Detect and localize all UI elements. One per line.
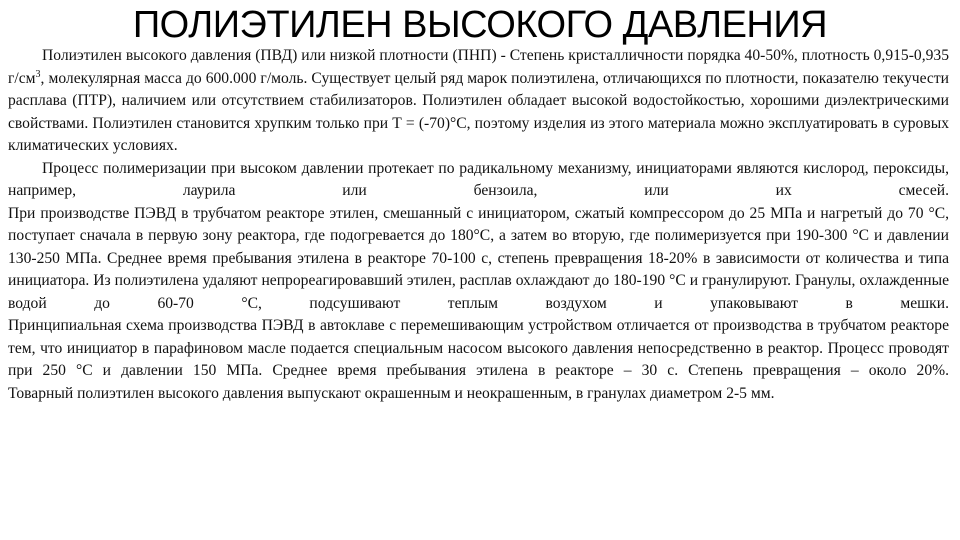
paragraph-polymerization: Процесс полимеризации при высоком давлении протекает по радикальному механизму, инициаторами являются кислород, пероксиды, например, лаурила или бензоила, или их смесей. (8, 159, 949, 199)
properties-text-end: , молекулярная масса до 600.000 г/моль. Существует целый ряд марок полиэтилена, отличающихся по плотности, показателю текучести расплава (ПТР), наличием или отсутствием стабилизаторов. Полиэтилен обладает высокой водостойкостью, хорошими диэлектрическими свойствами. Полиэтилен становится хрупким только при Т = (-70)°С, поэтому изделия из этого материала можно эксплуатировать в суровых климатических условиях. (8, 69, 949, 154)
paragraph-properties (8, 45, 949, 158)
superscript-3: 3 (35, 68, 41, 80)
paragraph-autoclave: Принципиальная схема производства ПЭВД в автоклаве с перемешивающим устройством отличается от производства в трубчатом реакторе тем, что инициатор в парафиновом масле подается специальным насосом высокого давления непосредственно в реактор. Процесс проводят при 250 °С и давлении 150 МПа. Среднее время пребывания этилена в реакторе – 30 с. Степень превращения – около 20%. (8, 317, 949, 379)
paragraph-product: Товарный полиэтилен высокого давления выпускают окрашенным и неокрашенным, в гранулах диаметром 2-5 мм. (8, 384, 775, 402)
slide-title: ПОЛИЭТИЛЕН ВЫСОКОГО ДАВЛЕНИЯ (132, 4, 828, 46)
document-body (8, 45, 949, 405)
paragraph-tubular-reactor: При производстве ПЭВД в трубчатом реакторе этилен, смешанный с инициатором, сжатый компрессором до 25 МПа и нагретый до 70 °С, поступает сначала в первую зону реактора, где подогревается до 180°С, а затем во вторую, где полимеризуется при 190-300 °С и давлении 130-250 МПа. Среднее время пребывания этилена в реакторе 70-100 с, степень превращения 18-20% в зависимости от количества и типа инициатора. Из полиэтилена удаляют непрореагировавший этилен, расплав охлаждают до 180-190 °С и гранулируют. Гранулы, охлажденные водой до 60-70 °С, подсушивают теплым воздухом и упаковывают в мешки. (8, 204, 949, 312)
properties-text-start: Полиэтилен высокого давления (ПВД) или низкой плотности (ПНП) - Степень кристалличности порядка 40-50%, плотность 0,915-0,935 г/см (8, 47, 949, 87)
